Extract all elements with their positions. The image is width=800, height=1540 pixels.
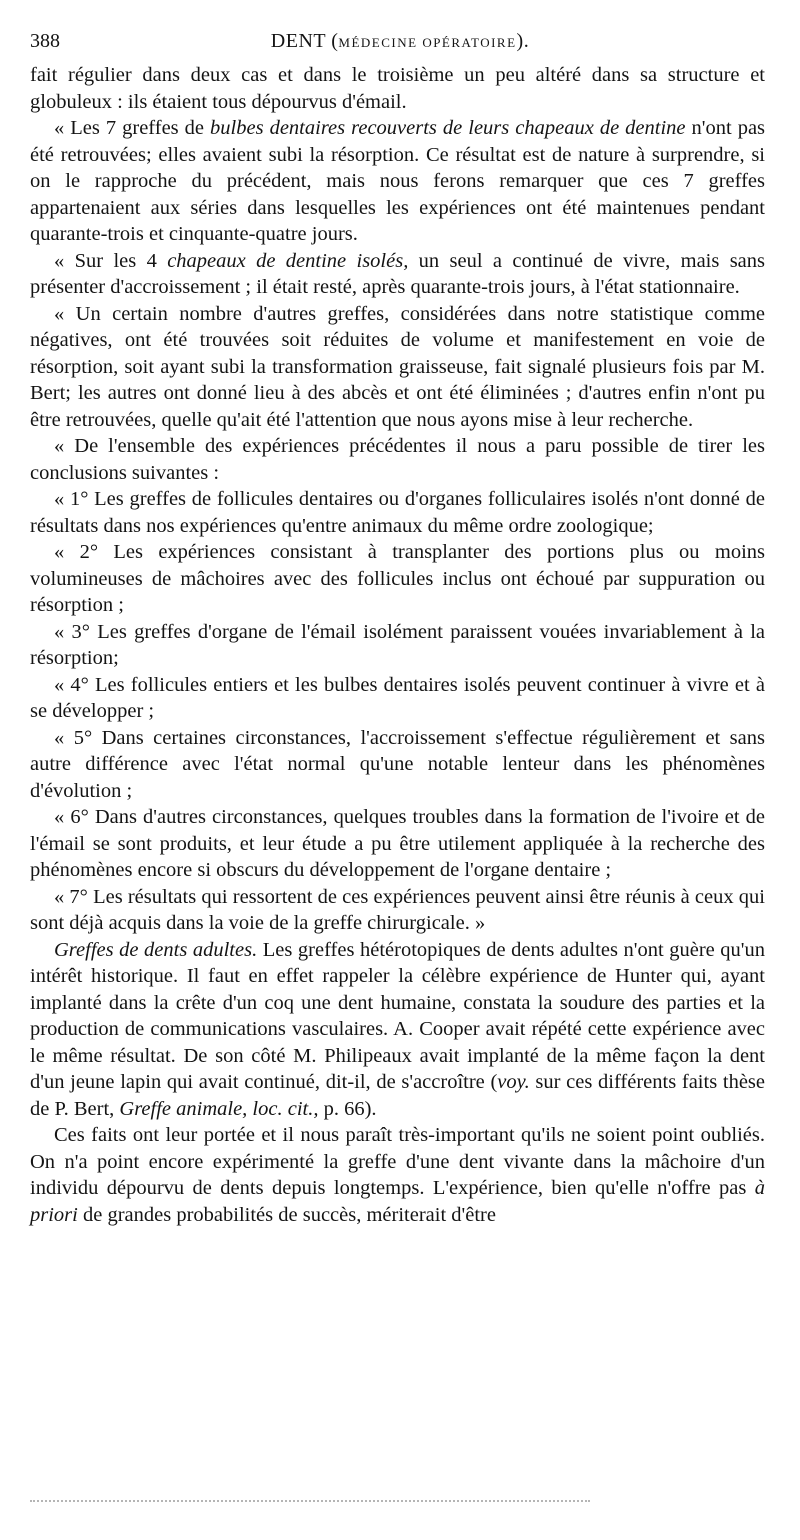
conclusion-item: « 3° Les greffes d'organe de l'émail isolément paraissent vouées invariablement à la résorption; xyxy=(30,620,765,669)
paragraph: fait régulier dans deux cas et dans le troisième un peu altéré dans sa structure et globuleux : ils étaient tous dépourvus d'émail. xyxy=(30,64,765,113)
text-run: n'ont pas été retrouvées; elles avaient subi la résorption. Ce résultat est de nature à surprendre, si on le rapproche du précédent, mais nous ferons remarquer que ces 7 greffes appartenaient aux séries dans lesquelles les expériences ont été maintenues pendant quarante-trois et cinquante-quatre jours. xyxy=(30,117,766,245)
paragraph xyxy=(30,1122,765,1228)
running-title xyxy=(30,26,770,58)
conclusion-item: « 5° Dans certaines circonstances, l'accroissement s'effectue régulièrement et sans autre différence avec l'état normal qu'une notable lenteur dans les phénomènes d'évolution ; xyxy=(30,726,765,802)
bleed-through-line xyxy=(30,1500,590,1502)
paragraph xyxy=(30,115,765,248)
running-header xyxy=(30,26,770,56)
section-run-in-heading: Greffes de dents adultes. xyxy=(54,938,258,961)
italic-run: bulbes dentaires recouverts de leurs chapeaux de dentine xyxy=(210,117,686,139)
text-run: Les greffes hétérotopiques de dents adultes n'ont guère qu'un intérêt historique. Il faut en effet rappeler la célèbre expérience de Hunter qui, ayant implanté dans la crête d'un coq une dent humaine, constata la soudure des parties et la production de communications vasculaires. A. Cooper avait répété cette expérience avec le même résultat. De son côté M. Philipeaux avait implanté de la même façon la dent d'un jeune lapin qui avait continué, dit-il, de s'accroître ( xyxy=(30,938,765,1093)
conclusion-item: « 2° Les expériences consistant à transplanter des portions plus ou moins volumineuses de mâchoires avec des follicules inclus ont échoué par suppuration ou résorption ; xyxy=(30,541,765,616)
title-end: ). xyxy=(516,30,530,52)
text-run: « Sur les 4 xyxy=(54,249,168,272)
text-run: p. 66). xyxy=(318,1097,377,1120)
paragraph: « Un certain nombre d'autres greffes, considérées dans notre statistique comme négatives, ont été trouvées soit réduites de volume et manifestement en voie de résorption, soit ayant subi la transformation graisseuse, fait signalé plusieurs fois par M. Bert; les autres ont donné lieu à des abcès et ont été éliminées ; d'autres enfin n'ont pu être retrouvées, quelle qu'ait été l'attention que nous ayons mise à leur recherche. xyxy=(30,302,765,431)
body-text xyxy=(30,62,765,1228)
paragraph xyxy=(30,937,765,1123)
paragraph: « De l'ensemble des expériences précédentes il nous a paru possible de tirer les conclusions suivantes : xyxy=(30,435,765,484)
page-number: 388 xyxy=(30,30,60,52)
title-subject: MÉDECINE OPÉRATOIRE xyxy=(338,35,517,50)
text-run: « Les 7 greffes de xyxy=(54,117,211,139)
text-run: Ces faits ont leur portée et il nous paraît très-important qu'ils ne soient point oubliés. On n'a point encore expérimenté la greffe d'une dent vivante dans la mâchoire d'un individu dépourvu de dents depuis longtemps. L'expérience, bien qu'elle n'offre pas xyxy=(30,1124,765,1199)
italic-run: chapeaux de dentine isolés, xyxy=(167,249,409,272)
italic-run: voy. xyxy=(497,1071,530,1093)
italic-run: Greffe animale, loc. cit., xyxy=(119,1097,319,1120)
conclusion-item: « 7° Les résultats qui ressortent de ces expériences peuvent ainsi être réunis à ceux qui sont déjà acquis dans la voie de la greffe chirurgicale. » xyxy=(30,885,765,934)
paragraph xyxy=(30,248,765,301)
text-run: un seul a continué de vivre, mais sans présenter d'accroissement ; il était resté, après quarante-trois jours, à l'état stationnaire. xyxy=(30,249,766,298)
italic-run: à priori xyxy=(30,1177,765,1226)
conclusion-item: « 1° Les greffes de follicules dentaires ou d'organes folliculaires isolés n'ont donné de résultats dans nos expériences qu'entre animaux du même ordre zoologique; xyxy=(30,488,765,537)
text-run: sur ces différents faits thèse de P. Bert, xyxy=(30,1071,765,1120)
text-run: de grandes probabilités de succès, mériterait d'être xyxy=(77,1203,496,1226)
conclusion-item: « 6° Dans d'autres circonstances, quelques troubles dans la formation de l'ivoire et de l'émail se sont produits, et leur étude a pu être utilement appliquée à la recherche des phénomènes encore si obscurs du développement de l'organe dentaire ; xyxy=(30,806,765,881)
conclusion-item: « 4° Les follicules entiers et les bulbes dentaires isolés peuvent continuer à vivre et à se développer ; xyxy=(30,673,765,722)
title-main: DENT ( xyxy=(270,30,339,52)
